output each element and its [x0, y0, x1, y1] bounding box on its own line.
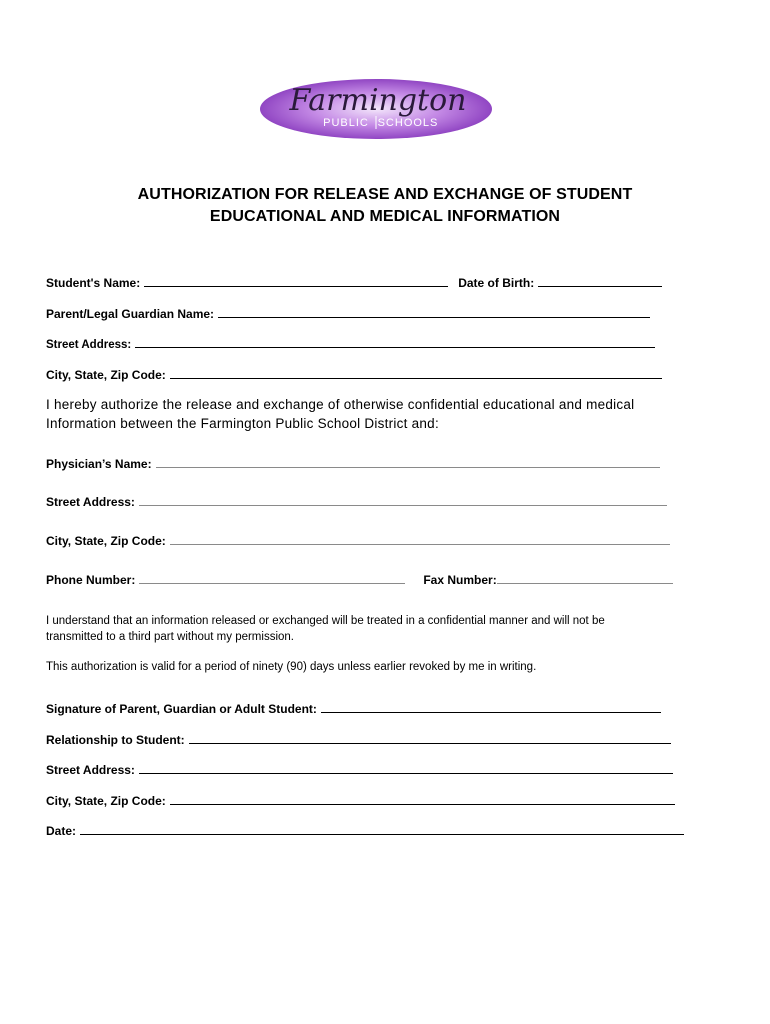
student-street-field[interactable]: [135, 335, 655, 348]
student-street-row: [46, 335, 655, 351]
confidentiality-paragraph: [46, 613, 686, 645]
physician-street-row: [46, 493, 667, 509]
physician-city-label: City, State, Zip Code:: [46, 534, 166, 548]
physician-street-field[interactable]: [139, 493, 667, 506]
date-of-birth-field[interactable]: [538, 274, 662, 287]
physician-phone-fax-row: [46, 571, 673, 587]
authorization-line-2: Information between the Farmington Public School District and:: [46, 416, 439, 431]
physician-city-row: [46, 532, 670, 548]
signature-street-label: Street Address:: [46, 763, 135, 777]
date-of-birth-label: Date of Birth:: [458, 276, 535, 290]
date-field[interactable]: [80, 822, 684, 835]
student-city-label: City, State, Zip Code:: [46, 368, 166, 382]
logo-sub-right: SCHOOLS: [377, 117, 439, 129]
relationship-field[interactable]: [189, 731, 671, 744]
signature-street-row: [46, 761, 673, 777]
student-name-row: [46, 274, 662, 290]
relationship-label: Relationship to Student:: [46, 733, 185, 747]
fax-number-field[interactable]: [497, 571, 673, 584]
student-city-field[interactable]: [170, 366, 662, 379]
signature-field[interactable]: [321, 700, 661, 713]
validity-paragraph: This authorization is valid for a period of ninety (90) days unless earlier revoked by me in writing.: [46, 661, 537, 673]
signature-city-label: City, State, Zip Code:: [46, 794, 166, 808]
farmington-public-schools-logo: [258, 76, 494, 142]
student-street-label: Street Address:: [46, 339, 132, 351]
physician-city-field[interactable]: [170, 532, 670, 545]
date-label: Date:: [46, 824, 77, 838]
logo-script-text: Farmington: [289, 83, 467, 118]
title-line-2: EDUCATIONAL AND MEDICAL INFORMATION: [209, 208, 561, 225]
guardian-name-row: [46, 305, 650, 321]
relationship-row: [46, 731, 671, 747]
phone-number-label: Phone Number:: [46, 573, 136, 587]
guardian-name-field[interactable]: [218, 305, 650, 318]
authorization-line-1: I hereby authorize the release and exchange of otherwise confidential educational and medical: [46, 397, 635, 412]
student-city-row: [46, 366, 662, 382]
authorization-paragraph: [46, 395, 686, 433]
physician-name-field[interactable]: [156, 455, 660, 468]
confidentiality-line-1: I understand that an information released or exchanged will be treated in a confidential manner and will not be: [46, 615, 605, 627]
physician-name-row: [46, 455, 660, 471]
title-line-1: AUTHORIZATION FOR RELEASE AND EXCHANGE OF STUDENT: [137, 186, 633, 203]
physician-street-label: Street Address:: [46, 495, 135, 509]
physician-name-label: Physician’s Name:: [46, 457, 152, 471]
confidentiality-line-2: transmitted to a third part without my permission.: [46, 631, 294, 643]
student-name-label: Student's Name:: [46, 276, 141, 290]
signature-city-row: [46, 792, 675, 808]
guardian-name-label: Parent/Legal Guardian Name:: [46, 307, 215, 321]
signature-city-field[interactable]: [170, 792, 675, 805]
date-row: [46, 822, 684, 838]
logo-sub-left: PUBLIC: [323, 117, 369, 129]
signature-row: [46, 700, 661, 716]
signature-street-field[interactable]: [139, 761, 673, 774]
signature-label: Signature of Parent, Guardian or Adult Student:: [46, 702, 317, 716]
phone-number-field[interactable]: [139, 571, 405, 584]
form-title: [0, 184, 770, 228]
student-name-field[interactable]: [144, 274, 448, 287]
fax-number-label: Fax Number:: [423, 573, 497, 587]
